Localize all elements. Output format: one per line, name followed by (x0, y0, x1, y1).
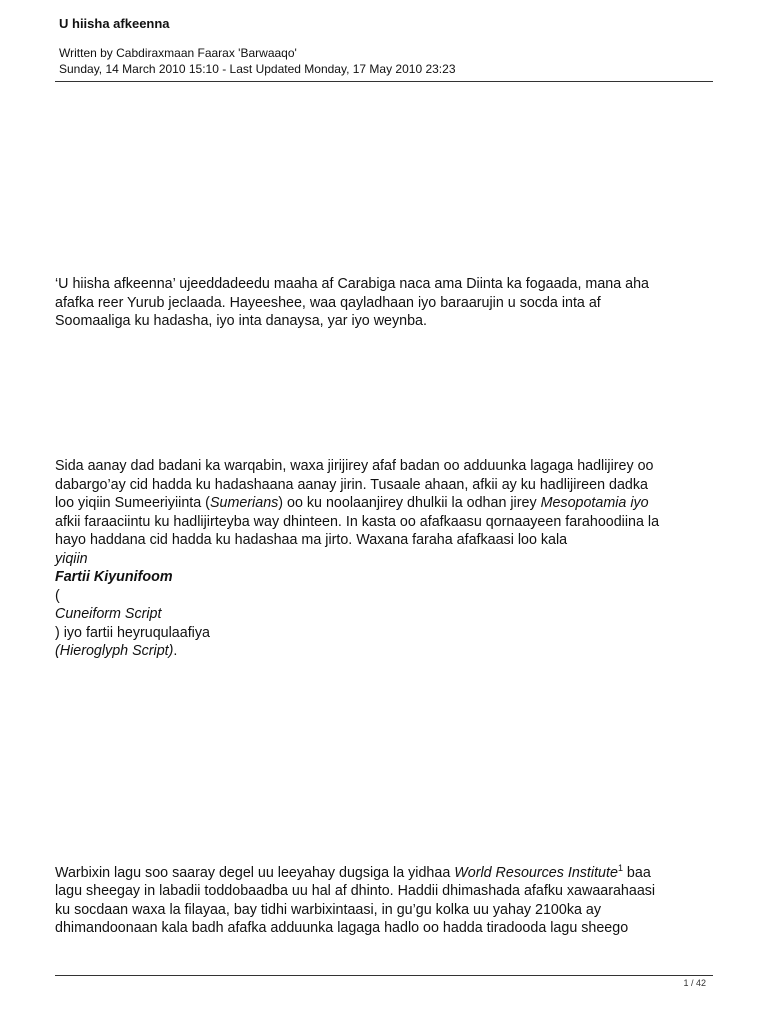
paragraph-wri-report (55, 859, 720, 938)
page-number: 1 / 42 (683, 978, 706, 988)
paragraph-line (55, 642, 720, 661)
paragraph-line: dhimandoonaan kala badh afafka adduunka lagaga hadlo oo hadda tiradooda lagu sheego (55, 920, 629, 937)
paragraph-line: lagu sheegay in labadii toddobaadba uu hal af dhinto. Haddii dhimashada afafku xawaarahaasi (55, 883, 656, 900)
paragraph-line (55, 550, 720, 569)
footnote-marker[interactable]: 1 (617, 863, 623, 873)
italic-text: yiqiin (55, 550, 88, 567)
paragraph-line: dabargo’ay cid hadda ku hadashaana aanay jirin. Tusaale ahaan, afkii ay ku hadlijireen dadka (55, 476, 648, 493)
paragraph-dead-languages (55, 457, 720, 661)
italic-term-sumerians: Sumerians (209, 495, 279, 511)
paragraph-line: afafka reer Yurub jeclaada. Hayeeshee, waa qayladhaan iyo baraarujin u socda inta af (55, 294, 601, 311)
text-run: baa (622, 864, 651, 881)
italic-term-mesopotamia: Mesopotamia iyo (540, 495, 649, 511)
paragraph-line: hayo haddana cid hadda ku hadashaa ma jirto. Waxana faraha afafkaasi loo kala (55, 532, 568, 548)
text-run: ) oo ku noolaanjirey dhulkii la odhan jirey (278, 495, 541, 511)
italic-term-cuneiform-script: Cuneiform Script (55, 606, 162, 622)
paragraph-line: Sida aanay dad badani ka warqabin, waxa jirijirey afaf badan oo adduunka lagaga hadlijirey oo (55, 458, 654, 474)
author-line: Written by Cabdiraxmaan Faarax 'Barwaaqo' (59, 46, 297, 60)
text-run: . (173, 643, 178, 659)
paragraph-line (55, 494, 720, 513)
article-meta (59, 45, 456, 77)
paragraph-line: ‘U hiisha afkeenna’ ujeeddadeedu maaha af Carabiga naca ama Diinta ka fogaada, mana aha (55, 276, 649, 292)
bold-italic-term-cuneiform: Fartii Kiyunifoom (55, 569, 173, 585)
italic-term-hieroglyph: (Hieroglyph Script) (55, 643, 174, 659)
paragraph-line: Soomaaliga ku hadasha, iyo inta danaysa, yar iyo weynba. (55, 313, 427, 329)
article-title: U hiisha afkeenna (59, 16, 170, 31)
paragraph-line (55, 859, 720, 882)
text-run: Warbixin lagu soo saaray degel uu leeyahay dugsiga la yidhaa (55, 864, 455, 881)
date-line: Sunday, 14 March 2010 15:10 - Last Updated Monday, 17 May 2010 23:23 (59, 62, 456, 76)
footer-divider (55, 975, 713, 976)
paragraph-line (55, 568, 720, 587)
header-divider (55, 81, 713, 82)
paragraph-line: afkii faraaciintu ku hadlijirteyba way dhinteen. In kasta oo afafkaasu qornaayeen farahoodiina la (55, 513, 660, 530)
italic-term-wri: World Resources Institute (454, 864, 618, 881)
text-run: loo yiqiin Sumeeriyiinta ( (55, 495, 210, 511)
paragraph-line (55, 605, 720, 624)
paragraph-intro (55, 275, 720, 331)
paragraph-line: ku socdaan waxa la filayaa, bay tidhi warbixintaasi, in gu’gu kolka uu yahay 2100ka ay (55, 901, 601, 918)
paragraph-line: ) iyo fartii heyruqulaafiya (55, 624, 210, 641)
paragraph-line: ( (55, 587, 60, 604)
